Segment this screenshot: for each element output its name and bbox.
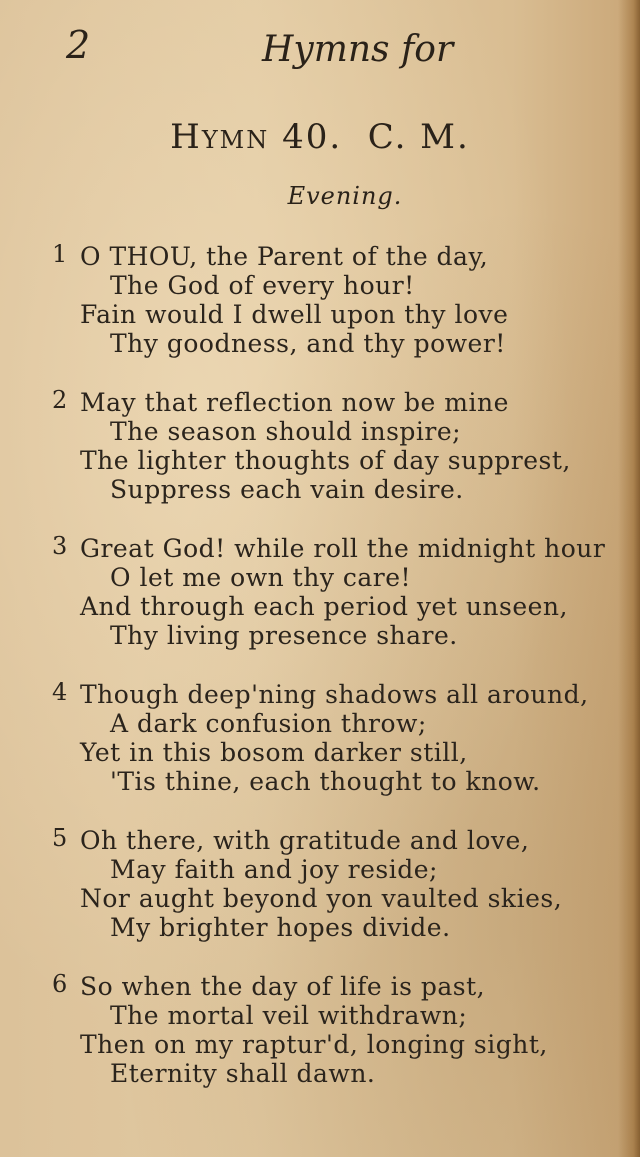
stanza-number: 2 (52, 386, 68, 414)
verse-line: The mortal veil withdrawn; (110, 1001, 468, 1030)
verse-line: Suppress each vain desire. (110, 475, 464, 504)
stanza-3 (0, 532, 640, 678)
verse-line: Though deep'ning shadows all around, (80, 680, 589, 709)
stanza-number: 3 (52, 532, 68, 560)
verse-line: My brighter hopes divide. (110, 913, 451, 942)
verse-line: The God of every hour! (110, 271, 415, 300)
stanza-4 (0, 678, 640, 824)
verse-line: O THOU, the Parent of the day, (80, 242, 489, 271)
verse-line: Nor aught beyond yon vaulted skies, (80, 884, 563, 913)
stanza-6 (0, 970, 640, 1116)
stanza-list (0, 240, 640, 1116)
verse-line: The season should inspire; (110, 417, 462, 446)
verse-line: Fain would I dwell upon thy love (80, 300, 509, 329)
verse-line: Eternity shall dawn. (110, 1059, 376, 1088)
verse-line: May faith and joy reside; (110, 855, 438, 884)
verse-line: O let me own thy care! (110, 563, 412, 592)
verse-line: Then on my raptur'd, longing sight, (80, 1030, 548, 1059)
stanza-2 (0, 386, 640, 532)
stanza-number: 1 (52, 240, 68, 268)
verse-line: So when the day of life is past, (80, 972, 486, 1001)
hymn-title (0, 117, 640, 157)
verse-line: And through each period yet unseen, (80, 592, 568, 621)
stanza-5 (0, 824, 640, 970)
stanza-number: 6 (52, 970, 68, 998)
hymn-number: 40. (282, 117, 343, 157)
verse-line: Thy living presence share. (110, 621, 458, 650)
verse-line: May that reflection now be mine (80, 388, 509, 417)
verse-line: A dark confusion throw; (110, 709, 427, 738)
hymn-meter: C. M. (367, 117, 470, 157)
hymn-subtitle: Evening. (287, 182, 403, 210)
verse-line: Yet in this bosom darker still, (80, 738, 468, 767)
verse-line: 'Tis thine, each thought to know. (110, 767, 541, 796)
verse-line: Oh there, with gratitude and love, (80, 826, 530, 855)
hymn-title-initial: H (170, 117, 202, 157)
verse-line: Great God! while roll the midnight hour (80, 534, 606, 563)
running-head: Hymns for (262, 29, 454, 70)
hymn-title-word: YMN (201, 126, 270, 154)
verse-line: The lighter thoughts of day supprest, (80, 446, 571, 475)
stanza-1 (0, 240, 640, 386)
verse-line: Thy goodness, and thy power! (110, 329, 506, 358)
page-number: 2 (66, 23, 91, 67)
stanza-number: 5 (52, 824, 68, 852)
stanza-number: 4 (52, 678, 68, 706)
